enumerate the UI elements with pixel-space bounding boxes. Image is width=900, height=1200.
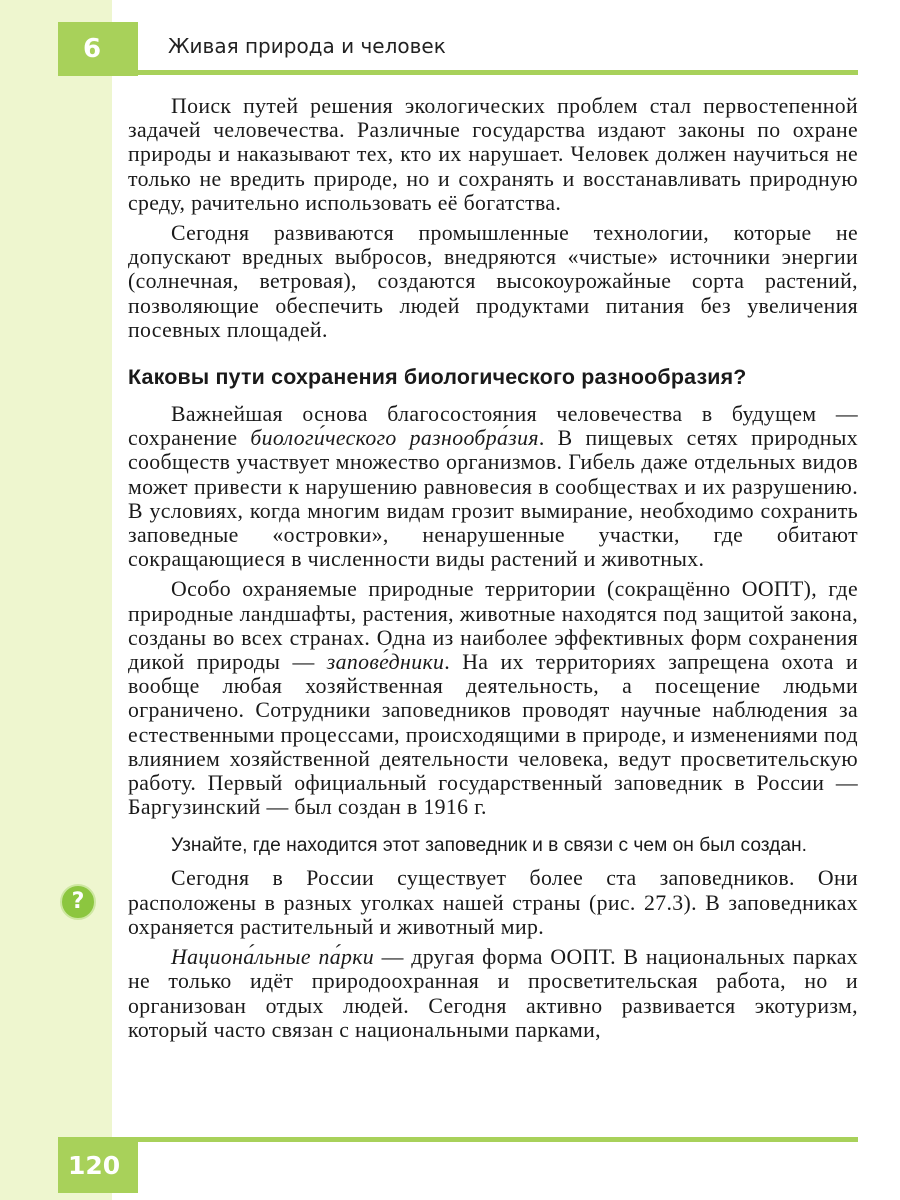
question-block: [128, 833, 858, 858]
text-span: . В пищевых сетях природных сообществ участвует множество организмов. Гибель даже отдельных видов может привести к нарушению равновесия в сообществах и их разрушению. В условиях, когда многим видам грозит вымирание, необходимо сохранить заповедные «островки», ненарушенные участки, где обитают сокращающиеся в численности виды растений и животных.: [128, 426, 858, 572]
term-reserves: запове́дники: [326, 650, 445, 675]
text-span: Особо охраняемые природные территории (сокращённо ООПТ), где природные ландшафты, растения, животные находятся под защитой закона, созданы во всех странах. Одна из наиболее эффективных форм сохранения дикой природы —: [128, 577, 858, 675]
paragraph-protected-areas: [128, 577, 858, 819]
text-span: . На их территориях запрещена охота и вообще любая хозяйственная деятельность, а посещение людьми ограничено. Сотрудники заповедников проводят научные наблюдения за естественными процессами, происходящими в природе, и изменениями под влиянием хозяйственной деятельности человека, ведут просветительскую работу. Первый официальный государственный заповедник в России — Баргузинский — был создан в 1916 г.: [128, 650, 858, 820]
margin-strip: [0, 0, 112, 1200]
term-national-parks: Национа́льные па́рки: [171, 945, 375, 970]
running-header-title: Живая природа и человек: [168, 34, 446, 58]
page-number: 120: [58, 1137, 138, 1193]
text-span: Важнейшая основа благосостояния человечества в будущем — сохранение: [128, 402, 858, 451]
paragraph-reserves-count: Сегодня в России существует более ста заповедников. Они расположены в разных уголках нашей страны (рис. 27.3). В заповедниках охраняется растительный и животный мир.: [128, 866, 858, 939]
paragraph-national-parks: [128, 945, 858, 1042]
footer-rule: [112, 1137, 858, 1142]
paragraph-ecology-problems: Поиск путей решения экологических проблем стал первостепенной задачей человечества. Различные государства издают законы по охране природы и наказывают тех, кто их нарушает. Человек должен научиться не только не вредить природе, но и сохранять и восстанавливать природную среду, рачительно использовать её богатства.: [128, 94, 858, 215]
section-heading: Каковы пути сохранения биологического разнообразия?: [128, 365, 747, 390]
question-mark-icon: ?: [60, 884, 96, 920]
text-span: — другая форма ООПТ. В национальных парках не только идёт природоохранная и просветительская работа, но и организован отдых людей. Сегодня активно развивается экотуризм, который часто связан с национальными парками,: [128, 945, 858, 1042]
page-content: [128, 94, 858, 1042]
chapter-number: 6: [58, 22, 138, 76]
question-text: Узнайте, где находится этот заповедник и в связи с чем он был создан.: [171, 835, 807, 857]
paragraph-technologies: Сегодня развиваются промышленные технологии, которые не допускают вредных выбросов, внедряются «чистые» источники энергии (солнечная, ветровая), создаются высокоурожайные сорта растений, позволяющие обеспечить людей продуктами питания без увеличения посевных площадей.: [128, 221, 858, 342]
header-rule: [138, 70, 858, 75]
term-biodiversity: биологи́ческого разнообра́зия: [250, 426, 539, 451]
paragraph-biodiversity: [128, 402, 858, 571]
